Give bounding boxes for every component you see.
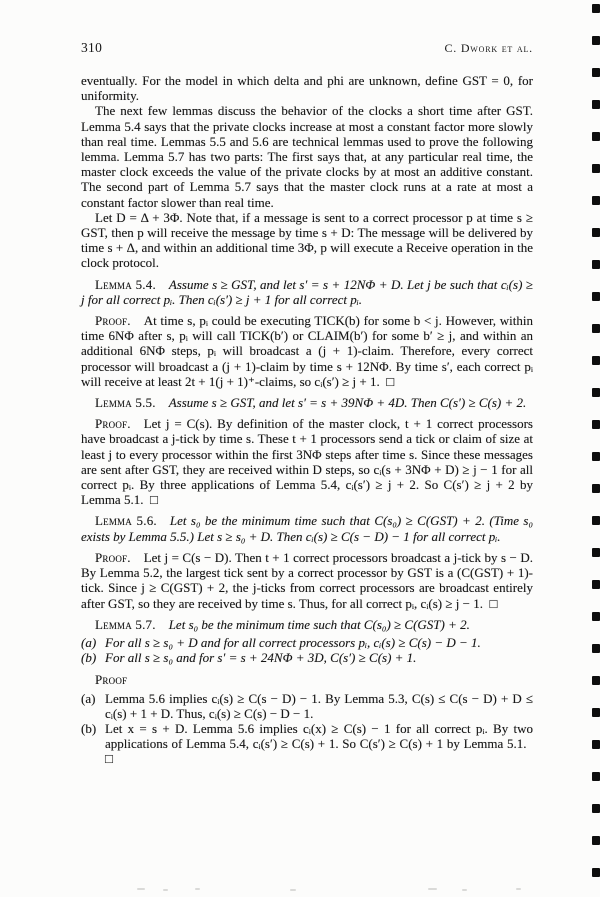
scan-mark — [592, 676, 600, 685]
scan-mark — [592, 804, 600, 813]
scan-mark — [592, 292, 600, 301]
list-item-text — [105, 721, 533, 767]
scan-smudge — [516, 888, 521, 890]
list-item-text — [105, 635, 533, 650]
scan-mark — [592, 356, 600, 365]
scan-mark — [592, 260, 600, 269]
scan-mark — [592, 772, 600, 781]
scan-smudge — [195, 888, 200, 890]
text-segment: Let x = s + D. Lemma 5.6 implies cᵢ(x) ≥ C(s) − 1 for all correct pᵢ. By two applications of Lemma 5.4, cᵢ(s′) ≥ C(s) + 1. So C(s′) ≥ C(s) + 1 by Lemma 5.1. □ — [105, 720, 533, 767]
text-segment: Proof. — [95, 549, 131, 565]
page-number: 310 — [81, 40, 103, 55]
scan-mark — [592, 612, 600, 621]
scan-mark — [592, 644, 600, 653]
scan-mark — [592, 196, 600, 205]
scan-mark — [592, 452, 600, 461]
scan-mark — [592, 100, 600, 109]
text-segment: Let s₀ be the minimum time such that C(s₀) ≥ C(GST) + 2. (Time s₀ exists by Lemma 5.5.) Let s ≥ s₀ + D. Then cᵢ(s) ≥ C(s − D) − 1 for all correct pᵢ. — [81, 513, 533, 544]
running-head: C. Dwork et al. — [444, 41, 533, 55]
scan-mark — [592, 324, 600, 333]
scan-smudge — [137, 888, 145, 890]
text-segment: Proof. — [95, 416, 131, 432]
list-item — [81, 635, 533, 650]
lemma-paragraph — [81, 395, 533, 410]
scan-mark — [592, 836, 600, 845]
text-segment: Let j = C(s). By definition of the master clock, t + 1 correct processors have broadcast a j-tick by time s. These t + 1 processors send a tick or claim of size at least j to every processor within the first 3NΦ steps after time s. Since these messages are sent after GST, they are received within D steps, so cᵢ(s + 3NΦ + D) ≥ j − 1 for all correct pᵢ. By three applications of Lemma 5.4, cᵢ(s′) ≥ j + 2. So C(s′) ≥ j + 2 by Lemma 5.1. □ — [81, 416, 533, 508]
scan-mark — [592, 868, 600, 877]
scan-mark — [592, 36, 600, 45]
scan-smudge — [290, 889, 296, 891]
lemma-paragraph — [81, 617, 533, 632]
text-segment: Lemma 5.4. — [95, 276, 156, 292]
lemma-paragraph — [81, 513, 533, 543]
text-segment: eventually. For the model in which delta and phi are unknown, define GST = 0, for uniformity. — [81, 73, 533, 104]
scan-smudge — [462, 889, 467, 891]
list-item-text — [105, 691, 533, 721]
proofhead-paragraph — [81, 672, 533, 687]
text-segment: Assume s ≥ GST, and let s′ = s + 39NΦ + 4D. Then C(s′) ≥ C(s) + 2. — [155, 395, 527, 411]
text-segment: Assume s ≥ GST, and let s′ = s + 12NΦ + D. Let j be such that cᵢ(s) ≥ j for all correct pᵢ. Then cᵢ(s′) ≥ j + 1 for all correct pᵢ. — [81, 276, 533, 307]
text-segment: Proof. — [95, 313, 131, 329]
list-item-label: (b) — [81, 720, 97, 736]
list-item-label: (a) — [81, 634, 97, 650]
text-segment: Lemma 5.6. — [95, 513, 157, 529]
text-segment: Let j = C(s − D). Then t + 1 correct processors broadcast a j-tick by s − D. By Lemma 5.2, the largest tick sent by a correct processor by GST is a (C(GST) + 1)-tick. Since j ≥ C(GST) + 2, the j-ticks from correct processors are broadcast entirely after GST, so they are received by time s. Thus, for all correct pᵢ, cᵢ(s) ≥ j − 1. □ — [81, 549, 533, 611]
page-header — [81, 40, 533, 56]
list-item-text — [105, 650, 533, 665]
scan-mark — [592, 4, 600, 13]
scan-mark — [592, 740, 600, 749]
scan-mark — [592, 708, 600, 717]
text-segment: Lemma 5.6 implies cᵢ(s) ≥ C(s − D) − 1. By Lemma 5.3, C(s) ≤ C(s − D) + D ≤ cᵢ(s) + 1 + D. Thus, cᵢ(s) ≥ C(s) − D − 1. — [105, 690, 533, 721]
scan-mark — [592, 68, 600, 77]
text-segment: Let D = Δ + 3Φ. Note that, if a message is sent to a correct processor p at time s ≥ GST, then p will receive the message by time s + D: The message will be delivered by time s + Δ, and within an additional time 3Φ, p will execute a Receive operation in the clock protocol. — [81, 209, 533, 271]
text-segment: For all s ≥ s₀ + D and for all correct processors pᵢ, cᵢ(s) ≥ C(s) − D − 1. — [105, 634, 481, 650]
scan-mark — [592, 388, 600, 397]
paragraph — [81, 210, 533, 271]
proof-paragraph — [81, 416, 533, 507]
lemma-paragraph — [81, 277, 533, 307]
paragraph — [81, 103, 533, 209]
list-item-label: (b) — [81, 650, 97, 666]
text-segment: Proof — [95, 672, 128, 688]
proof-paragraph — [81, 550, 533, 611]
scan-mark — [592, 228, 600, 237]
text-segment: For all s ≥ s₀ and for s′ = s + 24NΦ + 3D, C(s′) ≥ C(s) + 1. — [105, 650, 417, 666]
list-item — [81, 650, 533, 665]
scan-registration-marks — [590, 0, 600, 897]
text-segment: The next few lemmas discuss the behavior of the clocks a short time after GST. Lemma 5.4 says that the private clocks increase at most a constant factor more slowly than real time. Lemmas 5.5 and 5.6 are technical lemmas used to prove the following lemma. Lemma 5.7 has two parts: The first says that, at any particular real time, the master clock exceeds the value of the private clocks by at most an additive constant. The second part of Lemma 5.7 says that the master clock runs at a rate at most a constant factor slower than real time. — [81, 103, 533, 210]
list-item — [81, 691, 533, 721]
text-segment: Let s₀ be the minimum time such that C(s₀) ≥ C(GST) + 2. — [155, 616, 470, 632]
paragraph — [81, 73, 533, 103]
scan-smudge — [163, 889, 168, 891]
article-body — [81, 73, 533, 767]
text-segment: Lemma 5.5. — [95, 395, 156, 411]
text-segment: Lemma 5.7. — [95, 616, 156, 632]
labeled-list — [81, 635, 533, 665]
text-segment: At time s, pᵢ could be executing TICK(b) for some b < j. However, within time 6NΦ after s, pᵢ will call TICK(b′) or CLAIM(b′) for some b′ ≥ j, and within an additional 6NΦ steps, pᵢ will broadcast a (j + 1)-claim. Therefore, every correct processor will broadcast a (j + 1)-claim by time s + 12NΦ. By time s′, each correct pᵢ will receive at least 2t + 1(j + 1)⁺-claims, so cᵢ(s′) ≥ j + 1. □ — [81, 313, 533, 389]
scan-mark — [592, 132, 600, 141]
scan-mark — [592, 164, 600, 173]
scan-mark — [592, 516, 600, 525]
list-item — [81, 721, 533, 767]
scan-smudge — [428, 888, 437, 890]
scan-mark — [592, 420, 600, 429]
list-item-label: (a) — [81, 690, 96, 706]
scan-mark — [592, 548, 600, 557]
scan-mark — [592, 484, 600, 493]
scan-mark — [592, 580, 600, 589]
labeled-list — [81, 691, 533, 767]
proof-paragraph — [81, 313, 533, 389]
